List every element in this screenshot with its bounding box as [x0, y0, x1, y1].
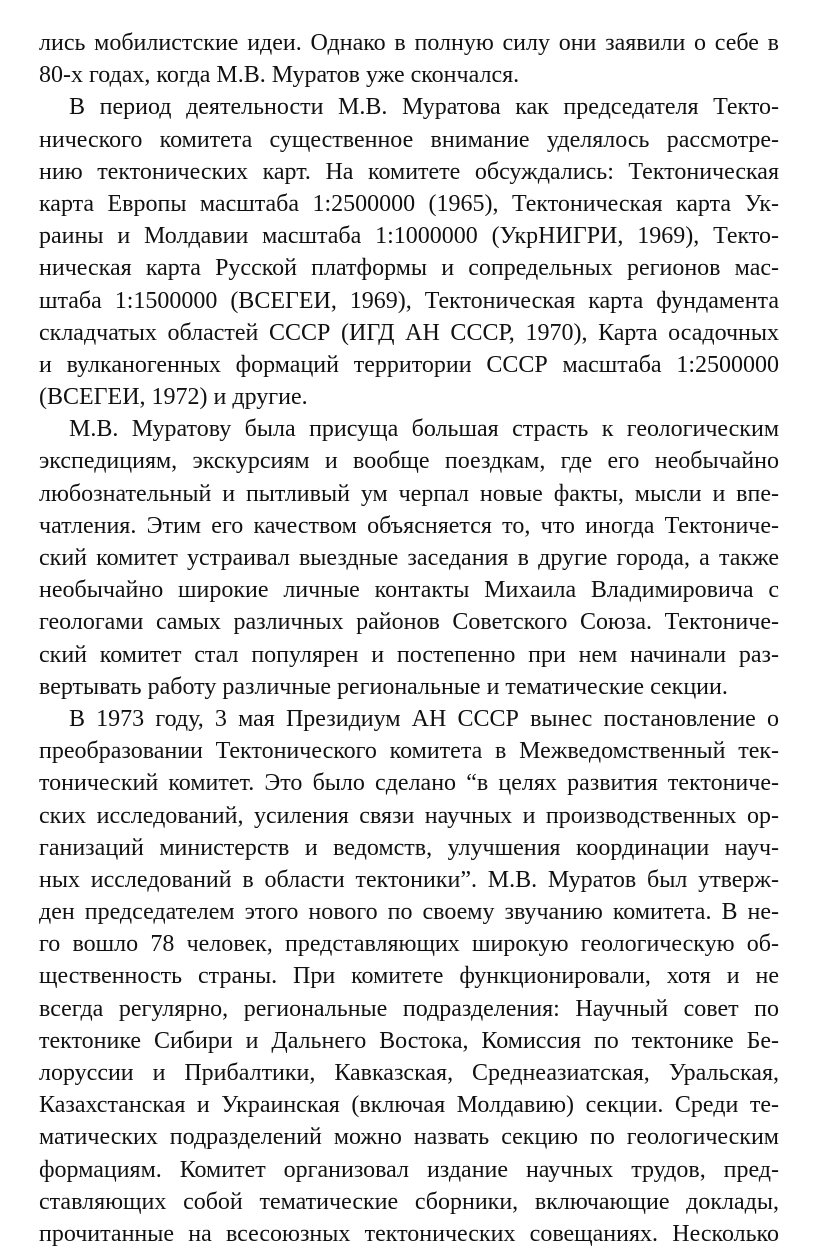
text-line: складчатых областей СССР (ИГД АН СССР, 1970), Карта осадочных	[39, 319, 779, 346]
paragraph-3	[39, 413, 779, 703]
text-line: М.В. Муратову была присуща большая страсть к геологическим	[69, 416, 779, 443]
paragraph-1	[39, 27, 779, 91]
text-line: нического комитета существенное внимание уделялось рассмотре-	[39, 126, 779, 153]
text-line: Казахстанская и Украинская (включая Молдавию) секции. Среди те-	[39, 1092, 779, 1119]
paragraph-4	[39, 703, 779, 1250]
text-line: геологами самых различных районов Советского Союза. Тектониче-	[39, 609, 779, 636]
text-line: лоруссии и Прибалтики, Кавказская, Среднеазиатская, Уральская,	[39, 1060, 779, 1086]
text-line: В период деятельности М.В. Муратова как председателя Текто-	[69, 94, 779, 121]
text-line: тонический комитет. Это было сделано “в целях развития тектониче-	[39, 770, 779, 797]
paragraph-2	[39, 91, 779, 413]
text-line: прочитанные на всесоюзных тектонических совещаниях. Несколько	[39, 1220, 779, 1247]
text-line: и вулканогенных формаций территории СССР масштаба 1:2500000	[39, 351, 779, 378]
document-page	[39, 27, 779, 1250]
text-line: В 1973 году, 3 мая Президиум АН СССР вынес постановление о	[69, 705, 779, 732]
text-line: го вошло 78 человек, представляющих широкую геологическую об-	[39, 931, 779, 958]
text-line: ставляющих собой тематические сборники, включающие доклады,	[39, 1188, 779, 1215]
text-line: любознательный и пытливый ум черпал новые факты, мысли и впе-	[39, 480, 779, 507]
text-line: карта Европы масштаба 1:2500000 (1965), Тектоническая карта Ук-	[39, 190, 779, 217]
text-line: матических подразделений можно назвать секцию по геологическим	[39, 1124, 779, 1151]
text-line: нию тектонических карт. На комитете обсуждались: Тектоническая	[39, 158, 779, 185]
text-line: штаба 1:1500000 (ВСЕГЕИ, 1969), Тектоническая карта фундамента	[39, 287, 779, 314]
text-line: всегда регулярно, региональные подразделения: Научный совет по	[39, 995, 779, 1022]
text-line: ских исследований, усиления связи научных и производственных ор-	[39, 802, 779, 829]
text-line: лись мобилистские идеи. Однако в полную силу они заявили о себе в	[39, 30, 779, 56]
text-line: ский комитет стал популярен и постепенно при нем начинали раз-	[39, 641, 779, 668]
text-line: 80-х годах, когда М.В. Муратов уже скончался.	[39, 62, 520, 89]
text-line: вертывать работу различные региональные и тематические секции.	[39, 673, 728, 700]
text-line: (ВСЕГЕИ, 1972) и другие.	[39, 384, 308, 411]
text-line: тектонике Сибири и Дальнего Востока, Комиссия по тектонике Бе-	[39, 1027, 779, 1054]
text-line: ных исследований в области тектоники”. М.В. Муратов был утверж-	[39, 866, 779, 893]
text-line: раины и Молдавии масштаба 1:1000000 (УкрНИГРИ, 1969), Текто-	[39, 223, 779, 250]
text-line: формациям. Комитет организовал издание научных трудов, пред-	[39, 1156, 779, 1183]
text-line: ганизаций министерств и ведомств, улучшения координации науч-	[39, 834, 779, 861]
text-line: щественность страны. При комитете функционировали, хотя и не	[39, 963, 779, 990]
text-line: ден председателем этого нового по своему звучанию комитета. В не-	[39, 899, 779, 926]
text-line: преобразовании Тектонического комитета в Межведомственный тек-	[39, 738, 779, 765]
text-line: ский комитет устраивал выездные заседания в другие города, а также	[39, 545, 779, 571]
text-line: чатления. Этим его качеством объясняется то, что иногда Тектониче-	[39, 512, 779, 539]
text-line: необычайно широкие личные контакты Михаила Владимировича с	[39, 577, 779, 604]
text-line: ническая карта Русской платформы и сопредельных регионов мас-	[39, 255, 779, 282]
text-line: экспедициям, экскурсиям и вообще поездкам, где его необычайно	[39, 448, 779, 475]
